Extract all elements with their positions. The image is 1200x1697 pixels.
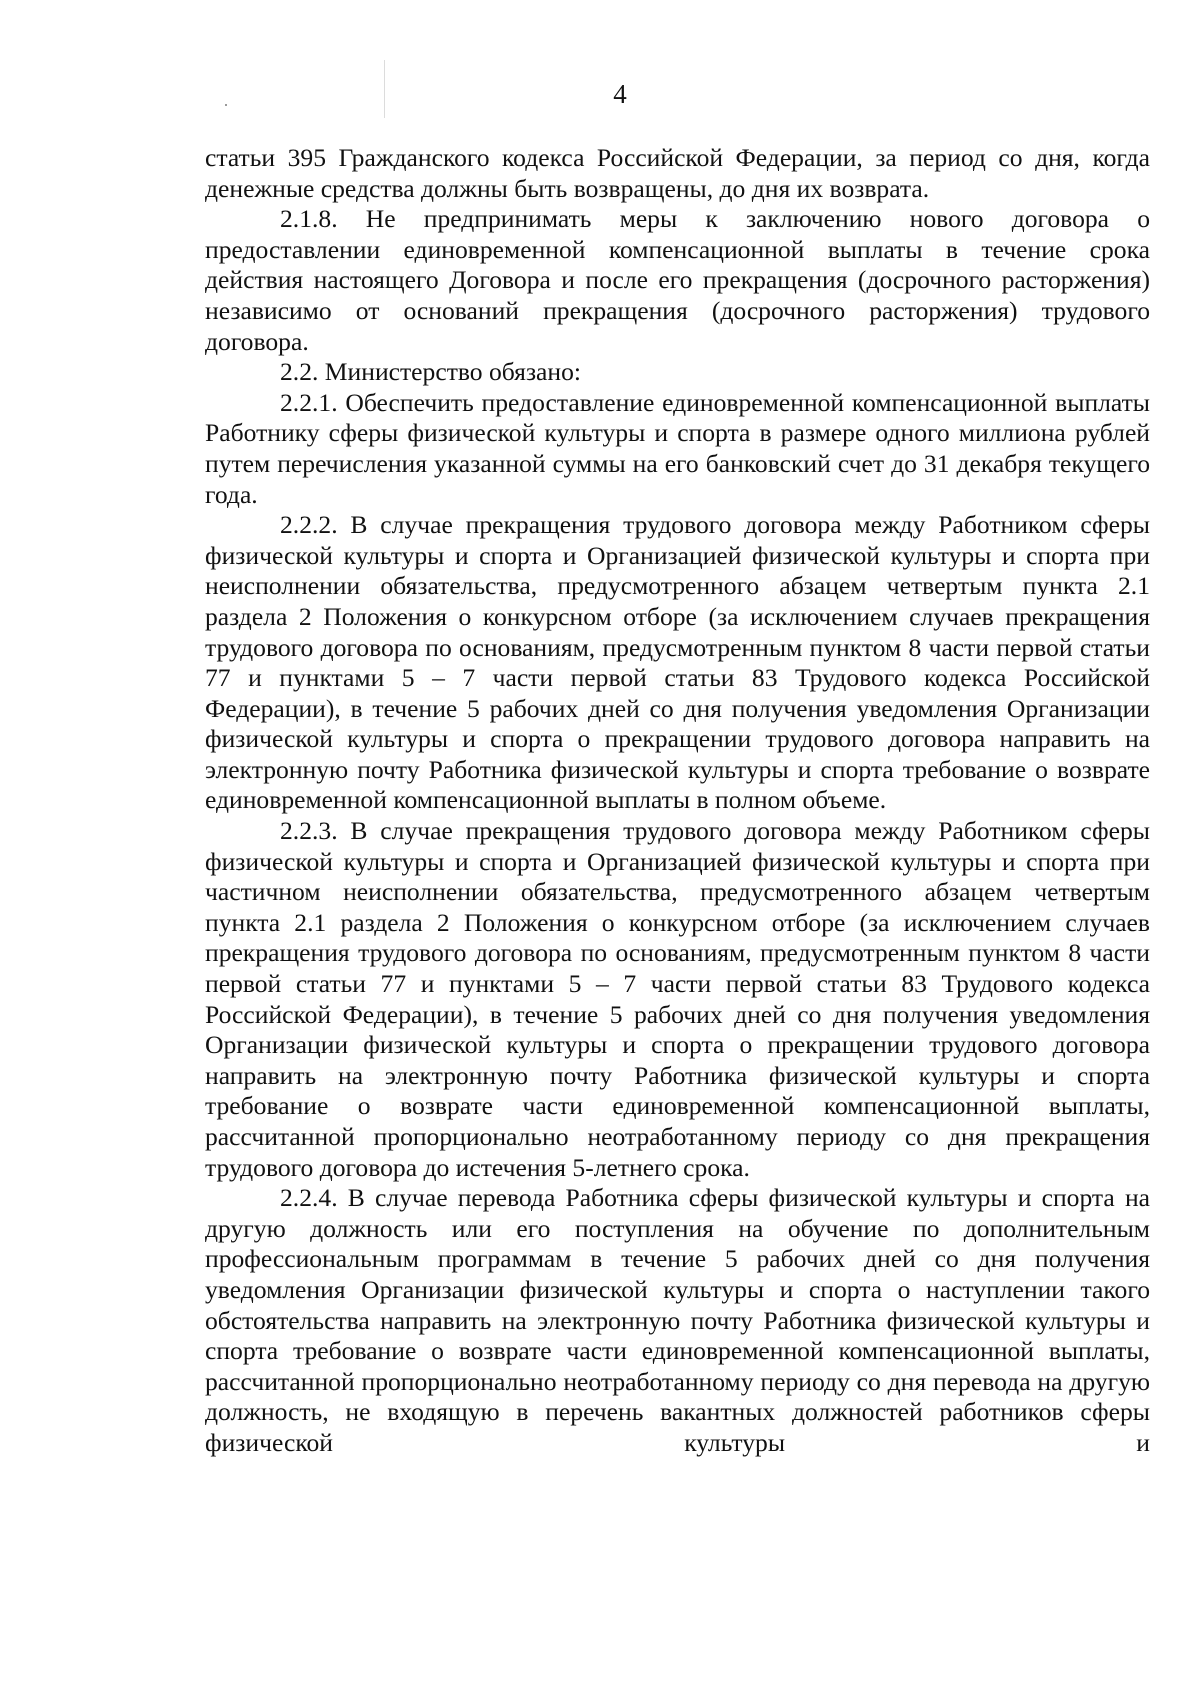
page-number: 4 [613,79,627,109]
paragraph-2-2: 2.2. Министерство обязано: [280,357,582,387]
paragraph-continuation: статьи 395 Гражданского кодекса Российской Федерации, за период со дня, когда денежные средства должны быть возвращены, до дня их возврата. [205,143,1150,203]
paragraph-2-2-3: 2.2.3. В случае прекращения трудового договора между Работником сферы физической культуры и спорта и Организацией физической культуры и спорта при частичном неисполнении обязательства, предусмотренного абзацем четвертым пункта 2.1 раздела 2 Положения о конкурсном отборе (за исключением случаев прекращения трудового договора по основаниям, предусмотренным пунктом 8 части первой статьи 77 и пунктами 5 – 7 части первой статьи 83 Трудового кодекса Российской Федерации), в течение 5 рабочих дней со дня получения уведомления Организации физической культуры и спорта о прекращении трудового договора направить на электронную почту Работника физической культуры и спорта требование о возврате части единовременной компенсационной выплаты, рассчитанной пропорционально неотработанному периоду со дня прекращения трудового договора до истечения 5-летнего срока. [205,816,1150,1182]
paragraph-2-1-8: 2.1.8. Не предпринимать меры к заключению нового договора о предоставлении единовременной компенсационной выплаты в течение срока действия настоящего Договора и после его прекращения (досрочного расторжения) независимо от оснований прекращения (досрочного расторжения) трудового договора. [205,204,1150,356]
document-body [205,143,1150,1459]
paragraph-2-2-2: 2.2.2. В случае прекращения трудового договора между Работником сферы физической культуры и спорта и Организацией физической культуры и спорта при неисполнении обязательства, предусмотренного абзацем четвертым пункта 2.1 раздела 2 Положения о конкурсном отборе (за исключением случаев прекращения трудового договора по основаниям, предусмотренным пунктом 8 части первой статьи 77 и пунктами 5 – 7 части первой статьи 83 Трудового кодекса Российской Федерации), в течение 5 рабочих дней со дня получения уведомления Организации физической культуры и спорта о прекращении трудового договора направить на электронную почту Работника физической культуры и спорта требование о возврате единовременной компенсационной выплаты в полном объеме. [205,510,1150,815]
paragraph-2-2-4: 2.2.4. В случае перевода Работника сферы физической культуры и спорта на другую должность или его поступления на обучение по дополнительным профессиональным программам в течение 5 рабочих дней со дня получения уведомления Организации физической культуры и спорта о наступлении такого обстоятельства направить на электронную почту Работника физической культуры и спорта требование о возврате части единовременной компенсационной выплаты, рассчитанной пропорционально неотработанному периоду со дня перевода на другую должность, не входящую в перечень вакантных должностей работников сферы физической культуры и [205,1183,1150,1457]
paragraph-2-2-1: 2.2.1. Обеспечить предоставление единовременной компенсационной выплаты Работнику сферы физической культуры и спорта в размере одного миллиона рублей путем перечисления указанной суммы на его банковский счет до 31 декабря текущего года. [205,387,1150,509]
